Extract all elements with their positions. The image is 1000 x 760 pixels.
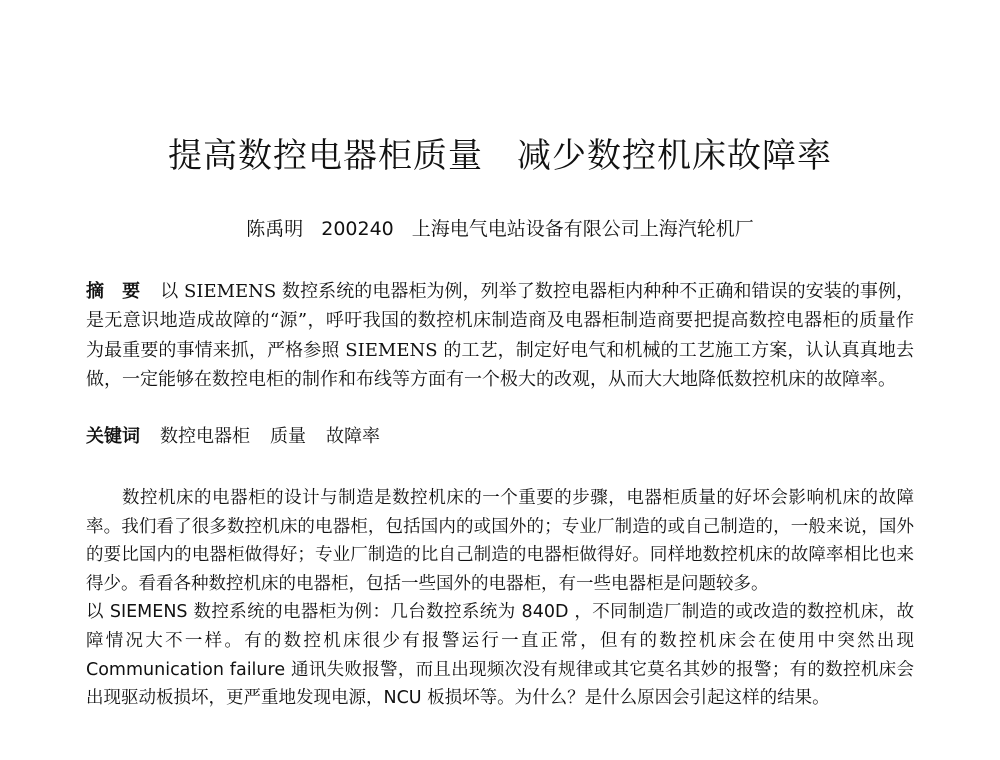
body-text — [86, 484, 914, 713]
title-part-1: 提高数控电器柜质量 — [168, 136, 483, 176]
author-line — [0, 214, 1000, 241]
keywords — [86, 422, 914, 451]
author-postcode: 200240 — [321, 218, 394, 240]
author-name: 陈禹明 — [246, 218, 304, 240]
abstract — [86, 277, 914, 395]
body-paragraph-2: 以 SIEMENS 数控系统的电器柜为例：几台数控系统为 840D ，不同制造厂制造的或改造的数控机床，故障情况大不一样。有的数控机床很少有报警运行一直正常，但有的数控机床会在使用中突然出现 Communication failure 通讯失败报警，而且出现频次没有规律或其它莫名其妙的报警；有的数控机床会出现驱动板损坏，更严重地发现电源，NCU 板损坏等。为什么？是什么原因会引起这样的结果。 — [86, 602, 914, 709]
body-paragraph-1: 数控机床的电器柜的设计与制造是数控机床的一个重要的步骤，电器柜质量的好坏会影响机床的故障率。我们看了很多数控机床的电器柜，包括国内的或国外的；专业厂制造的或自己制造的，一般来说，国外的要比国内的电器柜做得好；专业厂制造的比自己制造的电器柜做得好。同样地数控机床的故障率相比也来得少。看看各种数控机床的电器柜，包括一些国外的电器柜，有一些电器柜是问题较多。 — [86, 488, 914, 594]
paper-title — [0, 128, 1000, 177]
keyword-item: 质量 — [270, 426, 306, 447]
author-affiliation: 上海电气电站设备有限公司上海汽轮机厂 — [411, 218, 754, 240]
abstract-text: 以 SIEMENS 数控系统的电器柜为例，列举了数控电器柜内种种不正确和错误的安装的事例，是无意识地造成故障的“源”，呼吁我国的数控机床制造商及电器柜制造商要把提高数控电器柜的质量作为最重要的事情来抓，严格参照 SIEMENS 的工艺，制定好电气和机械的工艺施工方案，认认真真地去做，一定能够在数控电柜的制作和布线等方面有一个极大的改观，从而大大地降低数控机床的故障率。 — [86, 281, 914, 391]
keywords-label: 关键词 — [86, 426, 140, 447]
title-part-2: 减少数控机床故障率 — [517, 136, 832, 176]
keyword-item: 数控电器柜 — [160, 426, 250, 447]
abstract-label: 摘 要 — [86, 281, 141, 302]
keyword-item: 故障率 — [326, 426, 380, 447]
